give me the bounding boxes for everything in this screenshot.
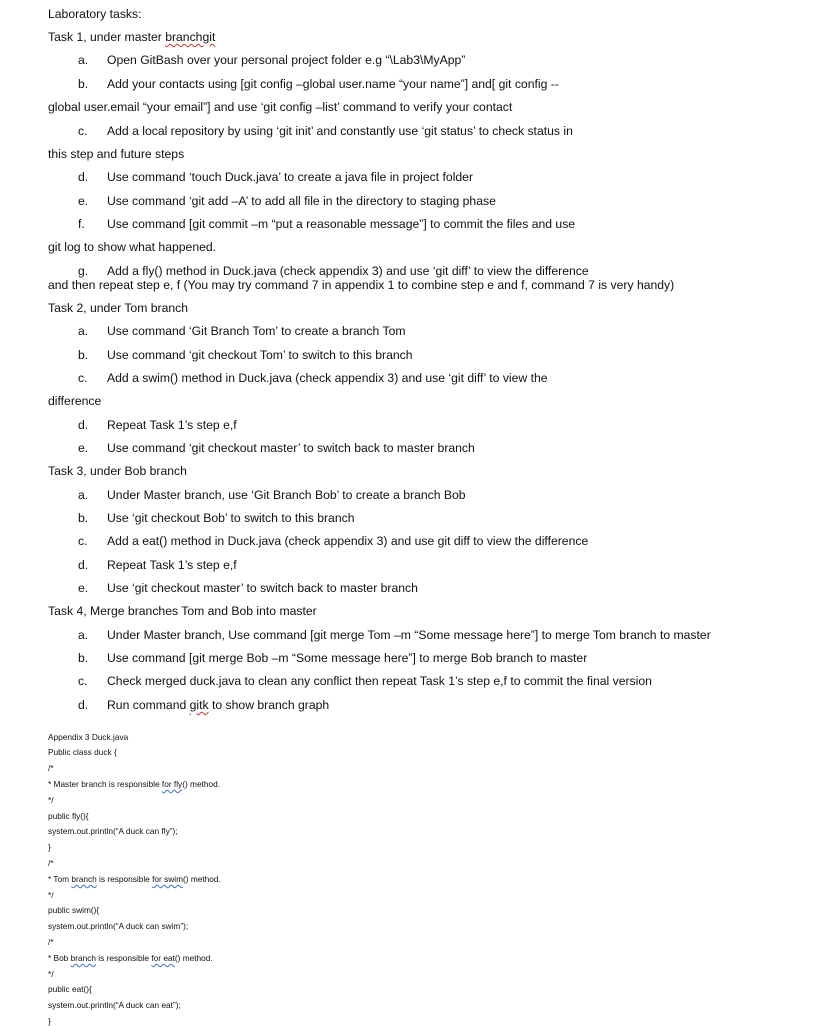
- task2-a-text: Use command ‘Git Branch Tom’ to create a branch Tom: [107, 324, 406, 338]
- task2-d-text: Repeat Task 1’s step e,f: [107, 418, 237, 432]
- task1-f-marker: f.: [78, 217, 85, 231]
- code-comment-tom-word2: for swim: [152, 874, 183, 884]
- code-swim-body: system.out.println(“A duck can swim”);: [48, 921, 189, 931]
- task1-g-text: Add a fly() method in Duck.java (check appendix 3) and use ‘git diff’ to view the difference: [107, 264, 589, 278]
- code-comment-master-word: for fly: [161, 779, 183, 789]
- task4-b-text: Use command [git merge Bob –m “Some message here”] to merge Bob branch to master: [107, 651, 588, 665]
- task1-e-text: Use command ‘git add –A’ to add all file in the directory to staging phase: [107, 194, 496, 208]
- task1-g-cont: and then repeat step e, f (You may try command 7 in appendix 1 to combine step e and f, command 7 is very handy): [48, 278, 675, 292]
- code-comment-master: [48, 779, 220, 789]
- page-heading: Laboratory tasks:: [48, 7, 142, 21]
- code-comment-master-pre: * Master branch is responsible: [48, 779, 162, 789]
- task1-b-cont: global user.email “your email”] and use ‘git config –list’ command to verify your contact: [48, 100, 513, 114]
- task2-c-text: Add a swim() method in Duck.java (check appendix 3) and use ‘git diff’ to view the: [107, 371, 548, 385]
- task3-d-marker: d.: [78, 558, 89, 572]
- task4-d-marker: d.: [78, 698, 89, 712]
- task4-c-marker: c.: [78, 674, 88, 688]
- code-comment-bob: [48, 953, 213, 963]
- task2-b-text: Use command ‘git checkout Tom’ to switch to this branch: [107, 348, 413, 362]
- code-comment-tom: [48, 874, 221, 884]
- task1-title-text: Task 1, under master: [48, 30, 166, 44]
- code-comment-tom-mid: is responsible: [96, 874, 153, 884]
- task4-c-text: Check merged duck.java to clean any conflict then repeat Task 1’s step e,f to commit the final version: [107, 674, 652, 688]
- code-comment-bob-pre: * Bob: [48, 953, 71, 963]
- code-comment-tom-pre: * Tom: [48, 874, 72, 884]
- appendix-title: Appendix 3 Duck.java: [48, 732, 129, 742]
- task1-d-text: Use command ‘touch Duck.java’ to create a java file in project folder: [107, 170, 474, 184]
- code-comment-open-1: /*: [48, 763, 54, 773]
- task2-d-marker: d.: [78, 418, 89, 432]
- code-fly-signature: public fly(){: [48, 811, 89, 821]
- code-comment-open-3: /*: [48, 937, 54, 947]
- task2-a-marker: a.: [78, 324, 89, 338]
- code-eat-signature: public eat(){: [48, 984, 92, 994]
- code-comment-bob-post: () method.: [174, 953, 213, 963]
- task3-c-text: Add a eat() method in Duck.java (check appendix 3) and use git diff to view the difference: [107, 534, 589, 548]
- code-eat-body: system.out.println(“A duck can eat”);: [48, 1000, 181, 1010]
- task3-d-text: Repeat Task 1’s step e,f: [107, 558, 237, 572]
- code-comment-open-2: /*: [48, 858, 54, 868]
- code-comment-bob-word1: branch: [70, 953, 96, 963]
- task1-title-branchgit: branchgit: [165, 30, 216, 44]
- code-comment-close-3: */: [48, 969, 54, 979]
- task1-c-marker: c.: [78, 124, 88, 138]
- task1-d-marker: d.: [78, 170, 89, 184]
- code-swim-signature: public swim(){: [48, 905, 100, 915]
- code-comment-close-2: */: [48, 890, 54, 900]
- task1-g-marker: g.: [78, 264, 89, 278]
- code-fly-body: system.out.println(“A duck can fly”);: [48, 826, 178, 836]
- task1-b-marker: b.: [78, 77, 89, 91]
- task3-a-text: Under Master branch, use ‘Git Branch Bob’ to create a branch Bob: [107, 488, 466, 502]
- task4-b-marker: b.: [78, 651, 89, 665]
- task4-d-text-post: to show branch graph: [208, 698, 330, 712]
- task1-b-text: Add your contacts using [git config –global user.name “your name”] and[ git config --: [107, 77, 559, 91]
- task1-f-cont: git log to show what happened.: [48, 240, 217, 254]
- task3-a-marker: a.: [78, 488, 89, 502]
- code-brace-close-last: }: [48, 1016, 51, 1026]
- code-comment-bob-mid: is responsible: [95, 953, 152, 963]
- task3-b-marker: b.: [78, 511, 89, 525]
- task2-e-marker: e.: [78, 441, 89, 455]
- task4-d-gitk: gitk: [189, 698, 209, 712]
- task1-a-marker: a.: [78, 53, 89, 67]
- task4-d-text-pre: Run command: [107, 698, 190, 712]
- task3-title: Task 3, under Bob branch: [48, 464, 187, 478]
- code-comment-tom-word1: branch: [71, 874, 97, 884]
- task2-title: Task 2, under Tom branch: [48, 301, 189, 315]
- task4-title: Task 4, Merge branches Tom and Bob into master: [48, 604, 317, 618]
- task1-a-text: Open GitBash over your personal project folder e.g “\Lab3\MyApp”: [107, 53, 466, 67]
- code-comment-bob-word2: for eat: [151, 953, 175, 963]
- task2-e-text: Use command ‘git checkout master’ to switch back to master branch: [107, 441, 475, 455]
- task3-b-text: Use ‘git checkout Bob’ to switch to this branch: [107, 511, 355, 525]
- code-brace-close-1: }: [48, 842, 51, 852]
- task1-c-cont: this step and future steps: [48, 147, 185, 161]
- task1-title: [48, 30, 215, 44]
- task1-e-marker: e.: [78, 194, 89, 208]
- code-class-decl: Public class duck {: [48, 747, 117, 757]
- code-comment-master-post: () method.: [182, 779, 221, 789]
- task1-f-text: Use command [git commit –m “put a reasonable message”] to commit the files and use: [107, 217, 576, 231]
- task2-c-marker: c.: [78, 371, 88, 385]
- task2-c-cont: difference: [48, 394, 102, 408]
- task4-a-marker: a.: [78, 628, 89, 642]
- task2-b-marker: b.: [78, 348, 89, 362]
- task3-e-marker: e.: [78, 581, 89, 595]
- code-comment-close-1: */: [48, 795, 54, 805]
- task3-c-marker: c.: [78, 534, 88, 548]
- task3-e-text: Use ‘git checkout master’ to switch back to master branch: [107, 581, 418, 595]
- task4-a-text: Under Master branch, Use command [git merge Tom –m “Some message here”] to merge Tom branch to master: [107, 628, 711, 642]
- task4-d-text: [107, 698, 329, 712]
- code-comment-tom-post: () method.: [182, 874, 221, 884]
- task1-c-text: Add a local repository by using ‘git init’ and constantly use ‘git status’ to check status in: [107, 124, 573, 138]
